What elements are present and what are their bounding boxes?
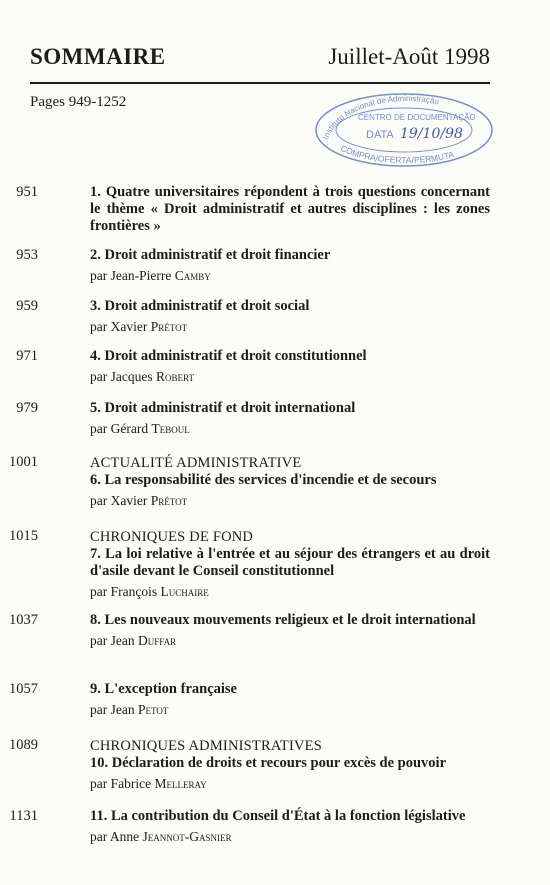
page-number: 951 [16,184,38,200]
stamp-top-text: Instituto Nacional de Administração [321,93,440,141]
stamp-date-label: DATA [366,129,394,141]
entry-title: 2. Droit administratif et droit financier [90,247,331,263]
header-rule [30,82,490,84]
author-prefix: par [90,369,108,384]
author-last-name: Duffar [138,633,177,648]
author-prefix: par [90,776,108,791]
section-heading: ACTUALITÉ ADMINISTRATIVE [90,455,302,471]
author-last-name: Jeannot-Gasnier [142,829,232,844]
author-first-name: Jean [110,633,135,648]
entry-title: 10. Déclaration de droits et recours pour excès de pouvoir [90,755,447,771]
author-first-name: Xavier [110,319,148,334]
author-last-name: Camby [174,268,211,283]
page-title: SOMMAIRE [30,44,166,69]
page-number: 1131 [9,808,38,824]
author-last-name: Melleray [154,776,207,791]
page-number: 979 [16,400,38,416]
author-last-name: Prétot [150,319,188,334]
page-number: 1001 [9,454,38,470]
entry-title: 8. Les nouveaux mouvements religieux et le droit international [90,612,476,628]
entry-title: 11. La contribution du Conseil d'État à la fonction législative [90,808,466,824]
stamp-bottom-text: COMPRA/OFERTA/PERMUTA [338,142,456,166]
author-first-name: Jean [110,702,135,717]
author-prefix: par [90,268,108,283]
page-number: 959 [16,298,38,314]
author-prefix: par [90,584,108,599]
author-prefix: par [90,421,108,436]
author-first-name: Jacques [110,369,153,384]
entry-author [90,582,490,602]
author-prefix: par [90,829,108,844]
author-prefix: par [90,493,108,508]
entry-title: 6. La responsabilité des services d'incendie et de secours [90,472,437,488]
author-prefix: par [90,702,108,717]
entry-author [90,774,490,794]
page-range: Pages 949-1252 [30,94,127,110]
stamp-graphic [310,88,498,168]
entry-author [90,827,490,847]
page-number: 1037 [9,612,38,628]
entry-author [90,367,490,387]
page-number: 971 [16,348,38,364]
entry-author [90,419,490,439]
author-prefix: par [90,633,108,648]
author-last-name: Luchaire [160,584,209,599]
author-prefix: par [90,319,108,334]
section-heading: CHRONIQUES ADMINISTRATIVES [90,738,322,754]
page-number: 953 [16,247,38,263]
library-stamp [310,88,498,168]
entry-author [90,631,490,651]
entry-title: 4. Droit administratif et droit constitutionnel [90,348,367,364]
author-first-name: Xavier [110,493,148,508]
author-first-name: Gérard [110,421,149,436]
entry-author [90,700,490,720]
header [30,44,490,74]
entry-title: 7. La loi relative à l'entrée et au séjour des étrangers et au droit d'asile devant le Conseil constitutionnel [90,546,490,579]
entry-title: 9. L'exception française [90,681,237,697]
issue-date: Juillet-Août 1998 [328,44,490,69]
page-number: 1057 [9,681,38,697]
entry-author [90,317,490,337]
entry-author [90,491,490,511]
author-last-name: Robert [155,369,194,384]
author-last-name: Prétot [150,493,188,508]
entry-title: 5. Droit administratif et droit international [90,400,356,416]
author-last-name: Petot [138,702,169,717]
author-first-name: Anne [109,829,140,844]
entry-title: 1. Quatre universitaires répondent à trois questions concernant le thème « Droit administratif et autres disciplines : les zones frontières » [90,184,490,234]
stamp-date-value: 19/10/98 [400,126,463,142]
entry-title: 3. Droit administratif et droit social [90,298,310,314]
section-heading: CHRONIQUES DE FOND [90,529,254,545]
author-first-name: Jean-Pierre [110,268,172,283]
author-last-name: Teboul [151,421,190,436]
page-number: 1089 [9,737,38,753]
author-first-name: François [110,584,158,599]
entry-author [90,266,490,286]
author-first-name: Fabrice [110,776,152,791]
page-number: 1015 [9,528,38,544]
stamp-line1: CENTRO DE DOCUMENTAÇÃO [358,113,476,122]
